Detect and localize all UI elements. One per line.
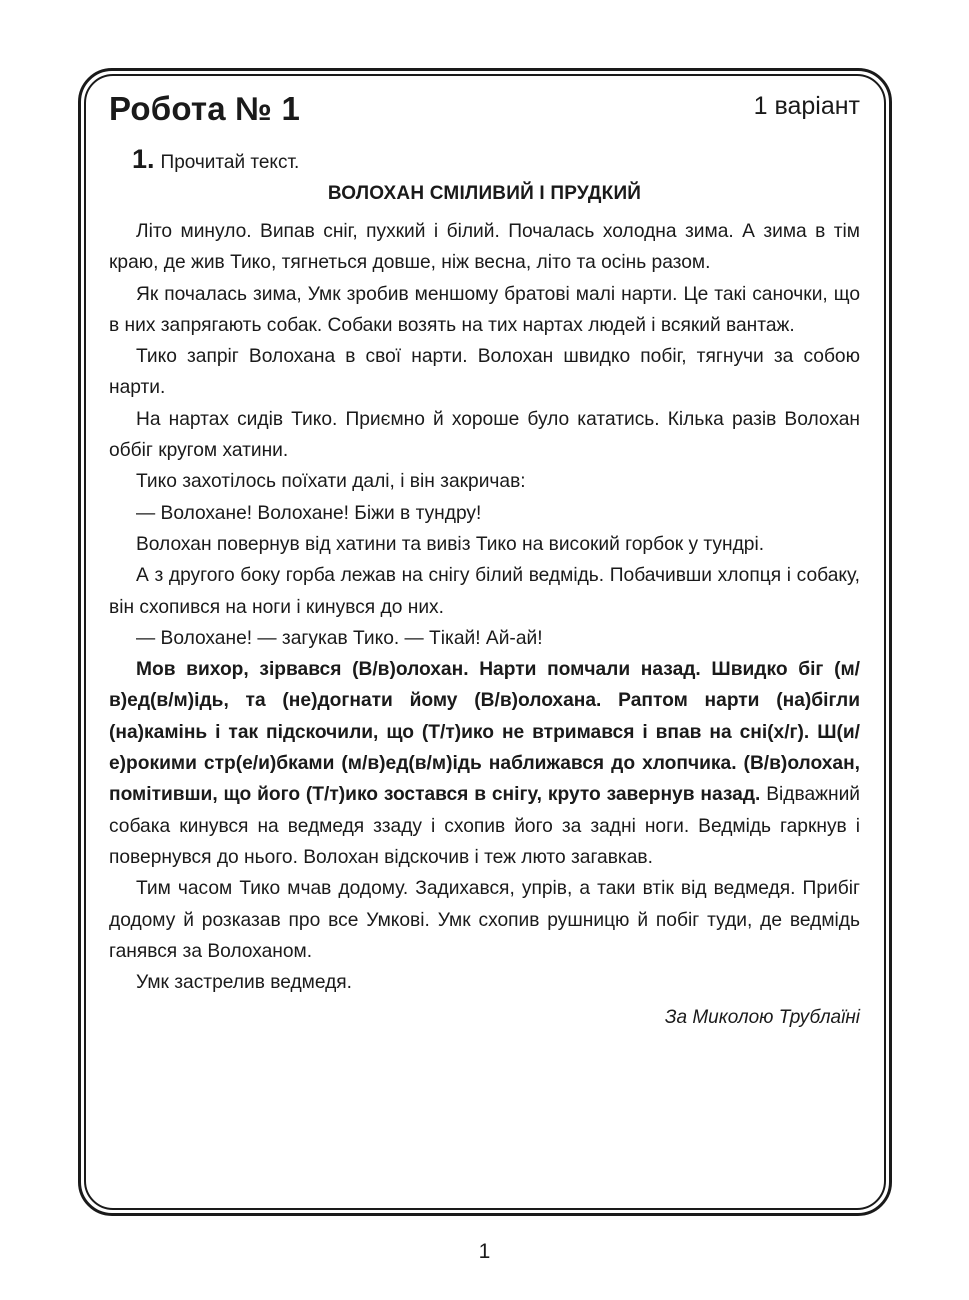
paragraph: — Волохане! Волохане! Біжи в тундру! [136, 502, 482, 524]
paragraph: Волохан повернув від хатини та вивіз Тико на високий горбок у тундрі. [136, 533, 765, 555]
paragraph: — Волохане! — загукав Тико. — Тікай! Ай-ай! [136, 627, 543, 649]
paragraph: Тико захотілось поїхати далі, і він закричав: [136, 471, 526, 493]
page-number: 1 [478, 1240, 491, 1263]
paragraph: А з другого боку горба лежав на снігу білий ведмідь. Побачивши хлопця і собаку, він схопився на ноги і кинувся до них. [109, 565, 860, 618]
text-title: ВОЛОХАН СМІЛИВИЙ І ПРУДКИЙ [327, 183, 642, 204]
worksheet-content [109, 86, 860, 1034]
worksheet-title: Робота № 1 [109, 90, 301, 127]
exercise-bold-text: Мов вихор, зірвався (В/в)олохан. Нарти помчали назад. Швидко біг (м/в)ед(в/м)ідь, та (не)догнати йому (В/в)олохана. Раптом нарти (на)бігли (на)камінь і так підскочили, що (Т/т)ико не втримався і впав на сні(х/г). Ш(и/е)рокими стр(е/и)бками (м/в)ед(в/м)ідь наближався до хлопчика. (В/в)олохан, помітивши, що його (Т/т)ико зостався в снігу, круто завернув назад. [109, 659, 860, 806]
paragraph: Як почалась зима, Умк зробив меншому братові малі нарти. Це такі саночки, що в них запрягають собак. Собаки возять на тих нартах людей і всякий вантаж. [109, 283, 860, 336]
header [109, 86, 860, 138]
paragraph: На нартах сидів Тико. Приємно й хороше було кататись. Кілька разів Волохан оббіг кругом хатини. [109, 408, 860, 462]
task-number: 1. [132, 144, 155, 174]
author-credit: За Миколою Трублаїні [664, 1007, 860, 1029]
paragraph: Умк застрелив ведмедя. [136, 972, 353, 994]
paragraph-continuation: Відважний собака кинувся на ведмедя ззаду і схопив його за задні ноги. Ведмідь гаркнув і повернувся до нього. Волохан відскочив і теж люто загавкав. [109, 784, 860, 868]
mixed-paragraph [109, 654, 860, 873]
paragraph: Тим часом Тико мчав додому. Задихався, упрів, а таки втік від ведмедя. Прибіг додому й розказав про все Умкові. Умк схопив рушницю й побіг туди, де ведмідь ганявся за Волоханом. [109, 878, 860, 962]
paragraph: Тико запріг Волохана в свої нарти. Волохан швидко побіг, тягнучи за собою нарти. [109, 346, 860, 399]
task-text: Прочитай текст. [160, 152, 300, 173]
variant-label: 1 варіант [753, 92, 860, 120]
paragraph: Літо минуло. Випав сніг, пухкий і білий. Почалась холодна зима. А зима в тім краю, де жив Тико, тягнеться довше, ніж весна, літо та осінь разом. [109, 221, 860, 274]
reading-text [109, 216, 860, 998]
task-instruction [109, 144, 860, 172]
